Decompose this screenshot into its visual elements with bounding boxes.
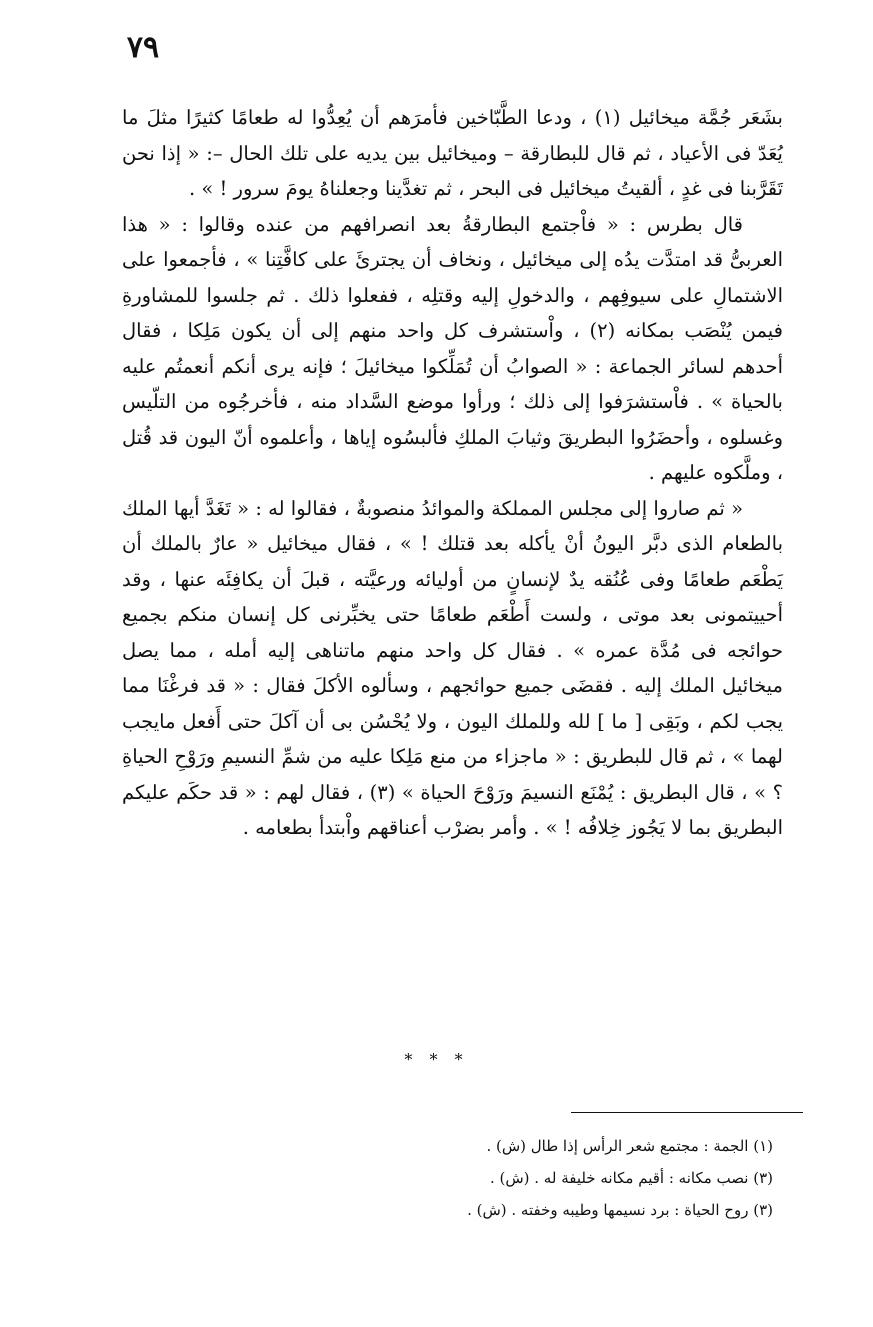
paragraph-2: قال بطرس : « فاْجتمع البطارقةُ بعد انصرافهم من عنده وقالوا : « هذا العربىُّ قد امتدَّت يدُه إلى ميخائيل ، ونخاف أن يجترئَ على كافَّتِنا » ، فأجمعوا على الاشتمالِ على سيوفِهم ، والدخولِ إليه وقتلِه ، ففعلوا ذلك . ثم جلسوا للمشاورةِ فيمن يُنْصَب بمكانه (٢) ، واْستشرف كل واحد منهم إلى أن يكون مَلِكا ، فقال أحدهم لسائر الجماعة : « الصوابُ أن تُمَلِّكوا ميخائيلَ ؛ فإنه يرى أنكم أنعمتُم عليه بالحياة » . فاْستشرَفوا إلى ذلك ؛ ورأوا موضع السَّداد منه ، فأخرجُوه من التلّيس وغسلوه ، وأحضَرُوا البطريقَ وثيابَ الملكِ فألبسُوه إياها ، وأعلموه أنّ اليون قد قُتل ، وملَّكوه عليهم . — [122, 212, 783, 484]
footnote-1: (١) الجمة : مجتمع شعر الرأس إذا طال (ش) . — [486, 1137, 773, 1155]
footnote-3: (٣) روح الحياة : برد نسيمها وطيبه وخفته . (ش) . — [467, 1201, 773, 1219]
paragraph-1: بشَعَر جُمَّة ميخائيل (١) ، ودعا الطَّبّاخين فأمرَهم أن يُعِدُّوا له طعامًا كثيرًا مثلَ ما يُعَدّ فى الأعياد ، ثم قال للبطارقة – وميخائيل بين يديه على تلك الحال –: « إذا نحن تَقَرَّبنا فى غدٍ ، ألقيتُ ميخائيل فى البحر ، ثم تغدَّينا وجعلناهُ يومَ سرور ! » . — [122, 106, 783, 200]
footnotes — [120, 1130, 773, 1226]
page-number: ٧٩ — [126, 30, 160, 65]
paragraph-3: « ثم صاروا إلى مجلس المملكة والموائدُ منصوبةٌ ، فقالوا له : « تَغَدَّ أيها الملك بالطعام الذى دبَّر اليونُ أنْ يأكله بعد قتلك ! » ، فقال ميخائيل « عارٌ بالملك أن يَطْعَم طعامًا وفى عُنُقه يدٌ لإنسانٍ من أوليائه ورعيَّته ، قبلَ أن يكافِئَه عنها ، وقد أحييتمونى بعد موتى ، ولست أَطْعَم طعامًا حتى يخبِّرنى كل إنسان منكم بجميع حوائجه فى مُدَّة عمره » . فقال كل واحد منهم ماتناهى إليه أمله ، مما يصل ميخائيل الملك إليه . فقضَى جميع حوائجهم ، وسألوه الأكلَ فقال : « قد فرغْنَا مما يجب لكم ، وبَقِى [ ما ] لله وللملك اليون ، ولا يُحْسُن بى أن آكلَ حتى أَفعل مايجب لهما » ، ثم قال للبطريق : « ماجزاء من منع مَلِكا عليه من شمِّ النسيمِ ورَوْحِ الحياةِ ؟ » ، قال البطريق : يُمْنَع النسيمَ ورَوْحَ الحياة » (٣) ، فقال لهم : « قد حكَم عليكم البطريق بما لا يَجُوز خِلافُه ! » . وأمر بضرْب أعناقهم واْبتدأ بطعامه . — [122, 496, 783, 839]
footnote-divider — [571, 1112, 803, 1113]
body-text — [122, 100, 783, 846]
footnote-2: (٣) نصب مكانه : أقيم مكانه خليفة له . (ش) . — [489, 1169, 773, 1187]
section-separator: * * * — [404, 1050, 469, 1069]
